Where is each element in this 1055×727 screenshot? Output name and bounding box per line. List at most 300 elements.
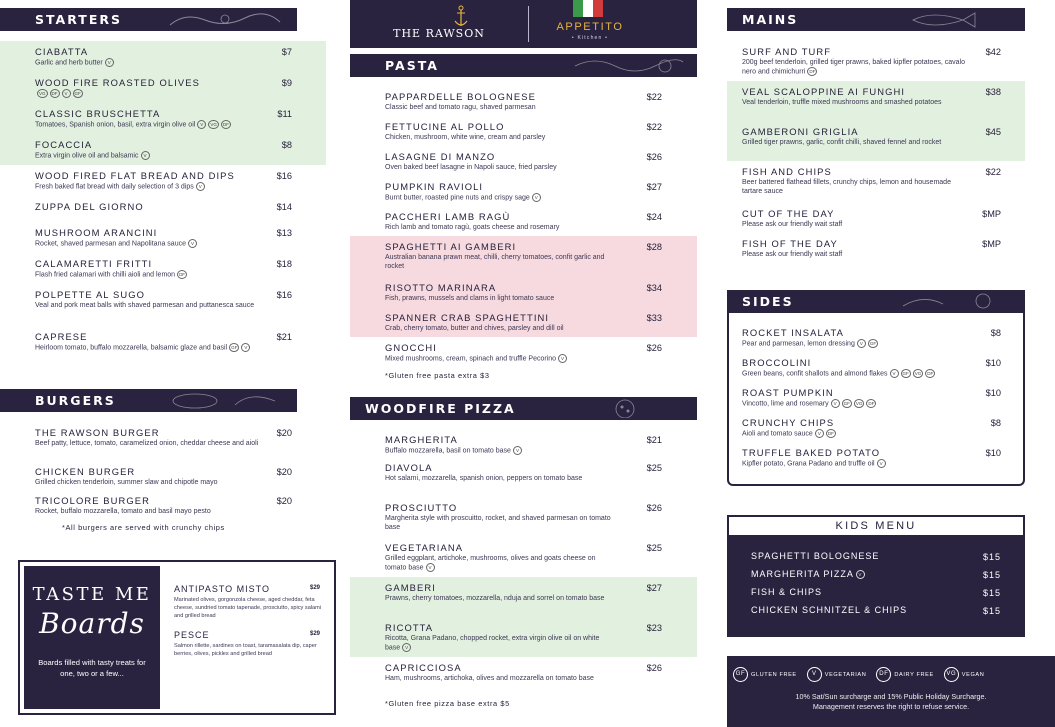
- diet-tag-icon: V: [856, 570, 865, 579]
- menu-item-name: SPAGHETTI AI GAMBERI: [385, 241, 517, 252]
- menu-item: [727, 352, 1025, 382]
- menu-item-name: ROCKET INSALATA: [742, 327, 844, 338]
- menu-item-desc-text: Beer battered flathead fillets, crunchy chips, lemon and housemade tartare sauce: [742, 179, 951, 196]
- menu-item-price: $10: [985, 358, 1001, 368]
- menu-item-price: $20: [276, 496, 292, 506]
- diet-tag-icon: GF: [74, 91, 81, 96]
- mains-header: [727, 8, 1025, 31]
- menu-item-desc-text: Kipfler potato, Grana Padano and truffle oil: [742, 460, 875, 468]
- menu-item: [0, 490, 326, 519]
- menu-item-desc: [742, 339, 972, 349]
- menu-item-desc-text: Australian banana prawn meat, chilli, cherry tomatoes, confit garlic and rocket: [385, 254, 605, 271]
- menu-item-price: $21: [646, 435, 662, 445]
- menu-item-desc: [385, 163, 615, 172]
- board-item-price: $29: [309, 631, 320, 638]
- sides-header: [727, 290, 1025, 313]
- menu-item-desc: [385, 324, 615, 333]
- diet-tag-icon: V: [877, 459, 886, 468]
- menu-item-desc-text: Please ask our friendly wait staff: [742, 251, 843, 258]
- menu-item-name: ZUPPA DEL GIORNO: [35, 201, 144, 212]
- menu-item-desc: [385, 634, 615, 653]
- dietary-legend: [727, 656, 1055, 727]
- menu-item-name: BROCCOLINI: [742, 357, 812, 368]
- menu-item: [0, 134, 326, 165]
- kids-list: [727, 537, 1025, 637]
- menu-item-price: $16: [276, 290, 292, 300]
- menu-item-desc-text: Pear and parmesan, lemon dressing: [742, 340, 855, 348]
- menu-item-desc-text: Veal tenderloin, truffle mixed mushrooms and smashed potatoes: [742, 99, 942, 106]
- logo-divider: [528, 6, 529, 42]
- legend-item: [876, 667, 933, 682]
- diet-badge-icon: DF: [876, 667, 891, 682]
- mains-title: MAINS: [742, 12, 799, 27]
- menu-item-name: FOCACCIA: [35, 139, 93, 150]
- kids-item-price: $15: [982, 588, 1001, 599]
- menu-item: [350, 86, 697, 116]
- menu-item-price: $22: [646, 122, 662, 132]
- rawson-logo: [350, 0, 528, 48]
- menu-item-desc-text: Grilled eggplant, artichoke, mushrooms, olives and goats cheese on tomato base: [385, 555, 596, 572]
- menu-item: [727, 412, 1025, 442]
- menu-item-desc-text: Green beans, confit shallots and almond flakes: [742, 370, 888, 378]
- menu-item-desc: [35, 182, 265, 192]
- menu-item-desc: [385, 474, 615, 483]
- menu-item-desc: [385, 223, 615, 232]
- menu-item-desc-text: Ham, mushrooms, artichoka, olives and mozzarella on tomato base: [385, 675, 594, 682]
- kids-item-name: CHICKEN SCHNITZEL & CHIPS: [751, 605, 908, 616]
- kids-item: [727, 547, 1025, 565]
- menu-item-name: CALAMARETTI FRITTI: [35, 258, 153, 269]
- kids-item: [727, 583, 1025, 601]
- menu-item: [350, 146, 697, 176]
- diet-tag-icon: DF: [927, 371, 934, 376]
- menu-item: [727, 382, 1025, 412]
- logo-header: [350, 0, 697, 48]
- diet-tag-icon: V: [197, 120, 206, 129]
- menu-item-desc: [742, 98, 972, 107]
- kids-item: [727, 601, 1025, 619]
- menu-item-desc-text: Vincotto, lime and rosemary: [742, 400, 829, 408]
- kids-item: [727, 565, 1025, 583]
- menu-item-price: $18: [276, 259, 292, 269]
- menu-item: [727, 161, 1025, 203]
- pasta-title: PASTA: [385, 58, 439, 73]
- menu-item-desc: [742, 459, 972, 469]
- menu-item-desc-text: Tomatoes, Spanish onion, basil, extra virgin olive oil: [35, 121, 196, 129]
- board-item-desc: Marinated olives, gorgonzola cheese, aged cheddar, feta cheese, sundried tomato tapenade, prosciutto, spicy salami and grilled bread: [174, 597, 322, 619]
- diet-tag-icon: DF: [827, 431, 834, 436]
- menu-item-name: CAPRESE: [35, 331, 88, 342]
- menu-item-desc: [385, 294, 615, 303]
- legend-item: [944, 667, 985, 682]
- menu-item: [350, 206, 697, 236]
- menu-item-name: GAMBERONI GRIGLIA: [742, 126, 859, 137]
- menu-item-price: $34: [646, 283, 662, 293]
- herb-doodle-icon: [165, 10, 285, 29]
- menu-item-price: $33: [646, 313, 662, 323]
- pasta-doodle-icon: [565, 56, 685, 75]
- boards-title-2: Boards: [39, 607, 145, 640]
- menu-item-price: $26: [646, 343, 662, 353]
- menu-item-desc-text: Buffalo mozzarella, basil on tomato base: [385, 447, 511, 455]
- menu-item-name: TRUFFLE BAKED POTATO: [742, 447, 881, 458]
- menu-item-desc-text: Hot salami, mozzarella, spanish onion, peppers on tomato base: [385, 475, 583, 482]
- menu-item-name: PROSCIUTTO: [385, 502, 458, 513]
- menu-item-name: LASAGNE DI MANZO: [385, 151, 496, 162]
- diet-tag-icon: VG: [39, 91, 46, 96]
- menu-item-desc: [35, 439, 265, 448]
- menu-item: [727, 41, 1025, 81]
- menu-item-desc: [742, 178, 972, 197]
- menu-item-name: TRICOLORE BURGER: [35, 495, 151, 506]
- diet-tag-icon: GF: [869, 341, 877, 346]
- menu-item-price: $MP: [982, 209, 1001, 219]
- legend-label: GLUTEN FREE: [751, 671, 797, 678]
- diet-tag-icon: V: [426, 563, 435, 572]
- menu-item-desc: [385, 554, 615, 573]
- diet-tag-icon: DF: [179, 272, 186, 277]
- menu-item-name: RICOTTA: [385, 622, 434, 633]
- kids-item-price: $15: [982, 606, 1001, 617]
- menu-item-name: CRUNCHY CHIPS: [742, 417, 835, 428]
- diet-tag-icon: VG: [855, 401, 863, 406]
- menu-item-desc: [35, 507, 265, 516]
- menu-item: [350, 497, 697, 537]
- middle-column: [350, 0, 697, 727]
- menu-item-price: $10: [985, 448, 1001, 458]
- menu-item-name: FISH AND CHIPS: [742, 166, 832, 177]
- menu-item-name: CUT OF THE DAY: [742, 208, 835, 219]
- menu-item: [350, 277, 697, 307]
- menu-item-name: SURF AND TURF: [742, 46, 832, 57]
- menu-item: [0, 41, 326, 72]
- menu-item-price: $22: [985, 167, 1001, 177]
- menu-item-desc-text: Prawns, cherry tomatoes, mozzarella, nduja and sorrel on tomato base: [385, 595, 605, 602]
- diet-tag-icon: DF: [868, 401, 875, 406]
- rawson-logo-text: THE RAWSON: [393, 27, 485, 40]
- appetito-logo-text: APPETITO: [556, 21, 624, 33]
- menu-item: [350, 307, 697, 337]
- menu-item-desc-text: Heirloom tomato, buffalo mozzarella, balsamic glaze and basil: [35, 344, 228, 352]
- sides-title: SIDES: [742, 294, 794, 309]
- board-item: [174, 584, 324, 620]
- menu-item-price: $16: [276, 171, 292, 181]
- menu-item-desc: [385, 253, 615, 272]
- menu-item-desc-text: Fresh baked flat bread with daily selection of 3 dips: [35, 183, 194, 191]
- menu-item-desc: [385, 514, 615, 533]
- diet-tag-icon: GF: [902, 371, 909, 376]
- pasta-header: [350, 54, 697, 77]
- menu-item-name: THE RAWSON BURGER: [35, 427, 160, 438]
- legend-label: DAIRY FREE: [894, 671, 934, 678]
- diet-tag-icon: GF: [231, 345, 238, 350]
- menu-item-desc: [385, 354, 615, 364]
- menu-item-desc: [742, 369, 972, 379]
- management-note: Management reserves the right to refuse service.: [812, 702, 970, 712]
- menu-item-price: $26: [646, 503, 662, 513]
- menu-item-desc-text: Burnt butter, roasted pine nuts and crispy sage: [385, 194, 530, 202]
- menu-item: [350, 337, 697, 367]
- menu-item: [350, 457, 697, 497]
- menu-item: [0, 165, 326, 196]
- menu-item-name: VEAL SCALOPPINE AI FUNGHI: [742, 86, 906, 97]
- left-column: [0, 0, 330, 727]
- menu-item-price: $27: [646, 182, 662, 192]
- menu-item-name: PACCHERI LAMB RAGÙ: [385, 211, 511, 222]
- menu-item-name: POLPETTE AL SUGO: [35, 289, 145, 300]
- diet-tag-icon: V: [141, 151, 150, 160]
- diet-tag-icon: GF: [843, 401, 850, 406]
- menu-item-desc: [385, 103, 615, 112]
- menu-item-desc: [35, 270, 265, 280]
- diet-tag-icon: V: [62, 89, 71, 98]
- menu-item-desc: [742, 250, 972, 259]
- menu-item: [727, 322, 1025, 352]
- menu-item-desc-text: Rich lamb and tomato ragù, goats cheese and rosemary: [385, 224, 560, 231]
- menu-item-desc-text: Chicken, mushroom, white wine, cream and parsley: [385, 134, 546, 141]
- menu-item-price: $21: [276, 332, 292, 342]
- menu-item-price: $28: [646, 242, 662, 252]
- menu-item-desc: [35, 478, 265, 487]
- legend-label: VEGAN: [961, 671, 985, 678]
- menu-item-desc-text: Oven baked beef lasagne in Napoli sauce, fried parsley: [385, 164, 557, 171]
- diet-badge-icon: V: [807, 667, 822, 682]
- taste-me-boards: [18, 560, 336, 715]
- menu-item-name: MUSHROOM ARANCINI: [35, 227, 158, 238]
- diet-tag-icon: V: [857, 339, 866, 348]
- menu-item-price: $26: [646, 152, 662, 162]
- diet-tag-icon: V: [513, 446, 522, 455]
- menu-item-desc-text: Crab, cherry tomato, butter and chives, parsley and dill oil: [385, 325, 564, 332]
- menu-item-desc: [35, 239, 265, 249]
- board-item-desc: Salmon rillette, sardines on toast, taramasalata dip, caper berries, olives, pickles and grilled bread: [174, 643, 317, 658]
- diet-tag-icon: V: [241, 343, 250, 352]
- board-item-name: PESCE: [174, 630, 210, 641]
- menu-item-name: WOOD FIRED FLAT BREAD AND DIPS: [35, 170, 235, 181]
- diet-tag-icon: V: [815, 429, 824, 438]
- pizza-note: *Gluten free pizza base extra $5: [385, 699, 510, 708]
- menu-item-price: $14: [276, 202, 292, 212]
- legend-note: [727, 692, 1055, 713]
- menu-item-name: FETTUCINE AL POLLO: [385, 121, 505, 132]
- menu-item-name: RISOTTO MARINARA: [385, 282, 497, 293]
- menu-item-desc-text: Grilled tiger prawns, garlic, confit chilli, shaved fennel and rocket: [742, 139, 942, 146]
- menu-item-price: $25: [646, 543, 662, 553]
- menu-item-name: SPANNER CRAB SPAGHETTINI: [385, 312, 550, 323]
- menu-item-desc: [35, 343, 265, 353]
- menu-item: [350, 617, 697, 657]
- menu-item-price: $13: [276, 228, 292, 238]
- boards-banner: [24, 566, 160, 709]
- menu-item: [727, 203, 1025, 233]
- diet-tag-icon: DF: [51, 91, 58, 96]
- menu-item-price: $8: [990, 418, 1001, 428]
- diet-badge-icon: GF: [733, 667, 748, 682]
- menu-item-price: $22: [646, 92, 662, 102]
- starters-header: [0, 8, 297, 31]
- menu-item-price: $20: [276, 467, 292, 477]
- menu-item-price: $45: [985, 127, 1001, 137]
- menu-item: [727, 121, 1025, 161]
- pasta-note: *Gluten free pasta extra $3: [385, 371, 490, 380]
- menu-item-name: CHICKEN BURGER: [35, 466, 136, 477]
- burgers-note: *All burgers are served with crunchy chips: [62, 523, 225, 532]
- menu-item-desc: [35, 120, 265, 130]
- menu-item-desc-text: Veal and pork meat balls with shaved parmesan and puttanesca sauce: [35, 302, 255, 309]
- menu-item: [727, 233, 1025, 263]
- menu-item-desc: [385, 193, 615, 203]
- diet-tag-icon: V: [558, 354, 567, 363]
- diet-tag-icon: DF: [222, 122, 229, 127]
- menu-item-desc-text: Rocket, shaved parmesan and Napolitana sauce: [35, 240, 186, 248]
- board-item-price: $29: [309, 585, 320, 591]
- menu-item-name: PUMPKIN RAVIOLI: [385, 181, 484, 192]
- menu-item-name: ROAST PUMPKIN: [742, 387, 834, 398]
- menu-item-desc: [742, 399, 972, 409]
- surcharge-note: 10% Sat/Sun surcharge and 15% Public Holiday Surcharge.: [795, 692, 987, 701]
- boards-subtitle: Boards filled with tasty treats for one, two or a few...: [38, 658, 146, 678]
- menu-item: [350, 537, 697, 577]
- board-item: [174, 630, 324, 659]
- diet-tag-icon: V: [105, 58, 114, 67]
- legend-item: [733, 667, 797, 682]
- menu-item-price: $7: [281, 47, 292, 57]
- appetito-logo-sub: • Kitchen •: [571, 35, 609, 41]
- menu-item: [0, 422, 326, 461]
- menu-item-name: CIABATTA: [35, 46, 89, 57]
- diet-tag-icon: V: [831, 399, 840, 408]
- burgers-title: BURGERS: [35, 393, 116, 408]
- menu-item-desc: [742, 58, 972, 77]
- menu-item: [0, 196, 326, 222]
- menu-item-price: $24: [646, 212, 662, 222]
- menu-item: [350, 577, 697, 617]
- pizza-title: WOODFIRE PIZZA: [365, 401, 516, 416]
- menu-item-name: CAPRICCIOSA: [385, 662, 462, 673]
- boards-title-1: TASTE ME: [32, 584, 152, 605]
- menu-item-desc-text: Classic beef and tomato ragu, shaved parmesan: [385, 104, 536, 111]
- menu-item: [0, 222, 326, 253]
- pizza-doodle-icon: [565, 399, 685, 418]
- legend-label: VEGETARIAN: [824, 671, 867, 678]
- pizza-header: [350, 397, 697, 420]
- menu-item-price: $25: [646, 463, 662, 473]
- diet-tag-icon: VG: [210, 122, 217, 127]
- menu-item-desc: [385, 674, 615, 683]
- diet-badge-icon: VG: [944, 667, 959, 682]
- diet-tag-icon: V: [890, 369, 899, 378]
- menu-item-desc-text: Beef patty, lettuce, tomato, caramelized onion, cheddar cheese and aioli: [35, 440, 259, 447]
- menu-item-desc-text: Mixed mushrooms, cream, spinach and truffle Pecorino: [385, 355, 557, 363]
- diet-tag-icon: V: [532, 193, 541, 202]
- kids-item-name: FISH & CHIPS: [751, 587, 823, 598]
- anchor-icon: [453, 5, 469, 29]
- fish-doodle-icon: [893, 10, 1013, 29]
- menu-item-desc-text: Aioli and tomato sauce: [742, 430, 813, 438]
- menu-item-name: CLASSIC BRUSCHETTA: [35, 108, 161, 119]
- menu-item-price: $10: [985, 388, 1001, 398]
- menu-item-desc: [742, 429, 972, 439]
- kids-item-name: MARGHERITA PIZZA: [751, 569, 854, 579]
- menu-item-name: FISH OF THE DAY: [742, 238, 838, 249]
- menu-item-desc: [742, 220, 972, 229]
- menu-item: [0, 326, 326, 368]
- diet-tag-icon: VG: [914, 371, 922, 376]
- menu-item-desc: [385, 594, 615, 603]
- boards-list: [174, 584, 324, 669]
- appetito-logo: [540, 0, 640, 48]
- menu-item-desc-text: Rocket, buffalo mozzarella, tomato and basil mayo pesto: [35, 508, 211, 515]
- kids-item-price: $15: [982, 570, 1001, 580]
- menu-item-desc-text: Flash fried calamari with chilli aioli and lemon: [35, 271, 176, 279]
- menu-item-desc: [35, 151, 265, 161]
- burgers-header: [0, 389, 297, 412]
- menu-item-price: $9: [281, 78, 292, 88]
- menu-item: [350, 657, 697, 697]
- menu-item-desc-text: Margherita style with proscuitto, rocket, and shaved parmesan on tomato base: [385, 515, 611, 532]
- menu-item-price: $23: [646, 623, 662, 633]
- menu-item-price: $26: [646, 663, 662, 673]
- menu-item-desc: [35, 301, 265, 310]
- menu-item-desc: [385, 133, 615, 142]
- diet-tag-icon: V: [402, 643, 411, 652]
- menu-item-desc-text: Extra virgin olive oil and balsamic: [35, 152, 139, 160]
- menu-item-name: WOOD FIRE ROASTED OLIVES: [35, 77, 200, 88]
- kids-item-name: SPAGHETTI BOLOGNESE: [751, 551, 880, 561]
- menu-item-price: $MP: [982, 239, 1001, 249]
- menu-item-price: $8: [990, 328, 1001, 338]
- menu-item-desc-text: Grilled chicken tenderloin, summer slaw and chipotle mayo: [35, 479, 218, 486]
- diet-tag-icon: DF: [809, 69, 816, 75]
- legend-item: [807, 667, 867, 682]
- menu-item-price: $27: [646, 583, 662, 593]
- menu-item: [0, 284, 326, 326]
- diet-tag-icon: V: [188, 239, 197, 248]
- legend-row: [733, 667, 1055, 682]
- menu-item-desc-text: Fish, prawns, mussels and clams in light tomato sauce: [385, 295, 555, 302]
- menu-item: [0, 461, 326, 490]
- menu-item-name: DIAVOLA: [385, 462, 433, 473]
- menu-item-desc-text: Garlic and herb butter: [35, 59, 103, 67]
- menu-item: [0, 103, 326, 134]
- starters-title: STARTERS: [35, 12, 122, 27]
- menu-item-desc: [35, 58, 265, 68]
- right-column: [727, 0, 1055, 727]
- menu-item-price: $38: [985, 87, 1001, 97]
- menu-item-price: $8: [281, 140, 292, 150]
- menu-item-name: GNOCCHI: [385, 342, 437, 353]
- menu-item: [727, 81, 1025, 121]
- menu-item-desc: [385, 446, 615, 456]
- menu-item-desc-text: Ricotta, Grana Padano, chopped rocket, extra virgin olive oil on white base: [385, 635, 600, 652]
- menu-item: [727, 442, 1025, 472]
- menu-item-price: $20: [276, 428, 292, 438]
- menu-item-price: $42: [985, 47, 1001, 57]
- menu-item: [350, 236, 697, 277]
- menu-item-name: VEGETARIANA: [385, 542, 464, 553]
- menu-item-desc: [742, 138, 972, 147]
- vegetable-doodle-icon: [893, 292, 1013, 311]
- kids-title: KIDS MENU: [727, 515, 1025, 537]
- menu-item: [350, 429, 697, 457]
- menu-item-price: $11: [277, 109, 292, 119]
- menu-item-desc-text: Please ask our friendly wait staff: [742, 221, 843, 228]
- menu-item: [0, 72, 326, 103]
- menu-item: [0, 253, 326, 284]
- menu-item-name: GAMBERI: [385, 582, 436, 593]
- menu-item-desc: [35, 89, 265, 99]
- menu-item: [350, 116, 697, 146]
